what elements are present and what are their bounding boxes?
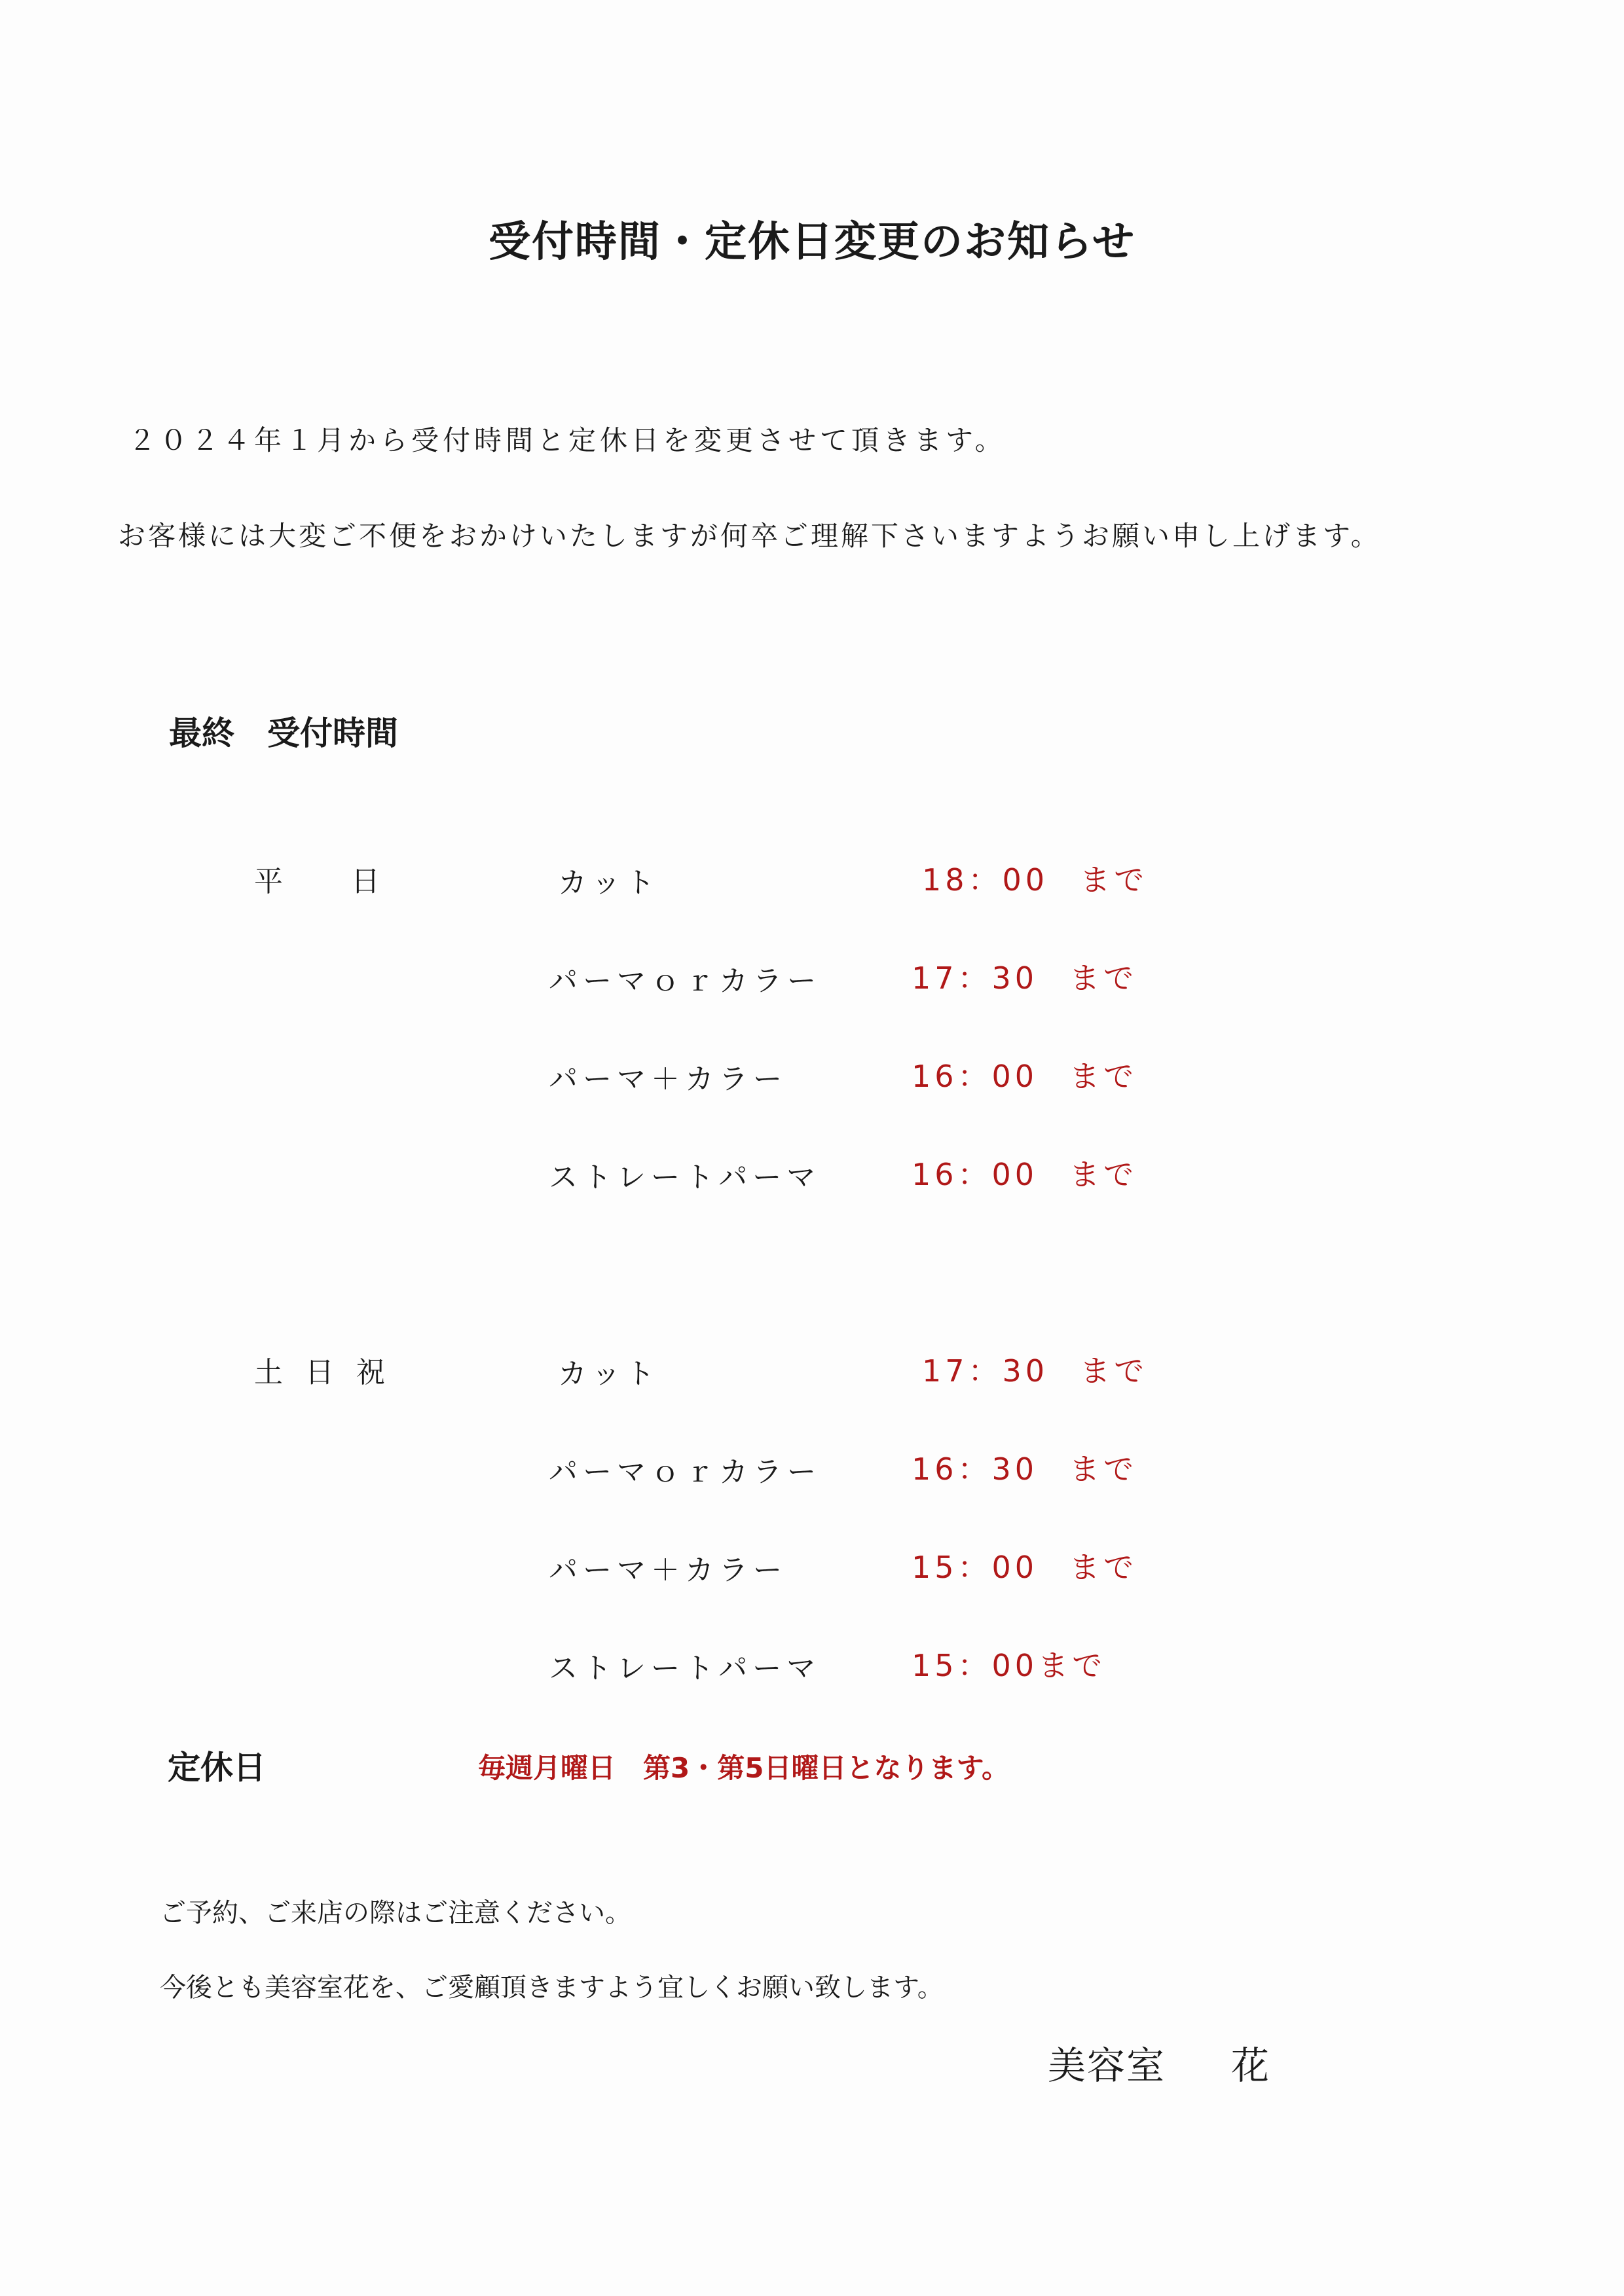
service-weekday-straight-perm: ストレートパーマ [549,1161,821,1194]
holiday-text: 毎週月曜日 第3・第5日曜日となります。 [478,1752,1010,1784]
time-until: まで [1080,1353,1149,1389]
day-label-weekday: 平 日 [254,865,399,898]
time-weekday-perm-or-color [912,955,1137,998]
service-weekend-perm-or-color: パーマｏｒカラー [549,1455,821,1489]
time-weekday-perm-plus-color [912,1053,1137,1096]
time-weekday-cut [922,856,1148,900]
service-weekday-cut: カット [558,866,660,900]
time-value: 16：00 [912,1059,1039,1094]
time-weekend-straight-perm [912,1642,1106,1685]
time-value: 15：00 [912,1648,1039,1683]
time-value: 16：30 [912,1451,1039,1487]
time-until: まで [1069,1059,1138,1094]
time-value: 18：00 [922,862,1049,898]
closing-line-2: 今後とも美容室花を、ご愛顧頂きますよう宜しくお願い致します。 [160,1973,944,2003]
service-weekend-perm-plus-color: パーマ＋カラー [549,1554,787,1587]
time-value: 16：00 [912,1157,1039,1192]
signature [1048,2035,1270,2090]
page-title: 受付時間・定休日変更のお知らせ [488,218,1136,266]
section-heading-reception-hours: 最終 受付時間 [169,714,398,752]
time-until: まで [1038,1648,1107,1683]
service-weekend-straight-perm: ストレートパーマ [549,1652,821,1685]
holiday-heading: 定休日 [168,1749,266,1787]
signature-shop: 美容室 [1048,2043,1166,2088]
closing-line-1: ご予約、ご来店の際はご注意ください。 [160,1898,631,1928]
time-weekend-perm-plus-color [912,1544,1137,1587]
time-until: まで [1069,1451,1138,1487]
time-weekend-cut [922,1347,1148,1391]
intro-line-1: ２０２４年１月から受付時間と定休日を変更させて頂きます。 [128,424,1006,456]
time-value: 15：00 [912,1550,1039,1585]
time-weekday-straight-perm [912,1151,1137,1194]
day-label-weekend-holiday: 土 日 祝 [254,1356,392,1389]
service-weekday-perm-plus-color: パーマ＋カラー [549,1063,787,1096]
time-value: 17：30 [922,1353,1049,1389]
time-until: まで [1069,1157,1138,1192]
service-weekday-perm-or-color: パーマｏｒカラー [549,964,821,998]
time-until: まで [1080,862,1149,898]
signature-name: 花 [1231,2043,1271,2088]
intro-line-2: お客様には大変ご不便をおかけいたしますが何卒ご理解下さいますようお願い申し上げます。 [118,520,1381,552]
service-weekend-cut: カット [558,1357,660,1391]
time-weekend-perm-or-color [912,1446,1137,1489]
time-value: 17：30 [912,960,1039,996]
time-until: まで [1069,960,1138,996]
time-until: まで [1069,1550,1138,1585]
